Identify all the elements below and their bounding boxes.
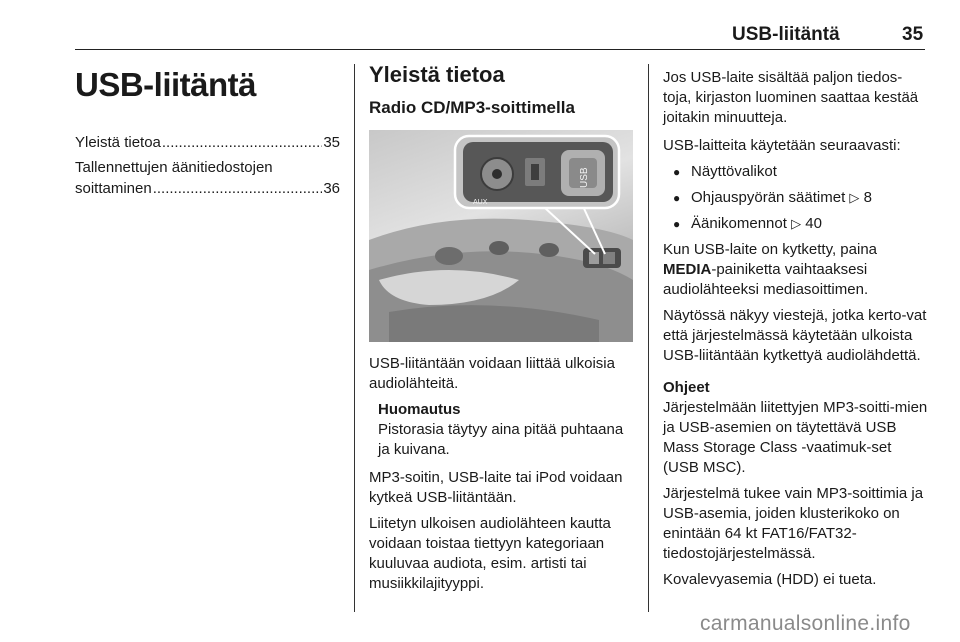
paragraph: Järjestelmään liitettyjen MP3-soitti-mien ja USB-asemien on täytettävä USB Mass Storage Class -vaatimuk-set (USB MSC). — [663, 399, 928, 476]
cross-reference-page[interactable]: 8 — [863, 189, 872, 206]
column-divider-left — [354, 64, 355, 612]
header-rule — [75, 49, 925, 50]
bullet-list — [663, 162, 928, 234]
middle-column — [369, 60, 633, 594]
table-of-contents — [75, 132, 340, 199]
paragraph: USB-laitteita käytetään seuraavasti: — [663, 137, 901, 154]
toc-item-general[interactable] — [75, 132, 340, 153]
toc-item-playing-files[interactable] — [75, 157, 340, 199]
toc-item-label-line1: Tallennettujen äänitiedostojen — [75, 159, 273, 176]
section-heading: Yleistä tietoa — [369, 62, 505, 87]
cross-reference-icon: ▷ — [849, 190, 860, 205]
page-number: 35 — [902, 24, 924, 45]
toc-item-label: soittaminen — [75, 180, 152, 197]
paragraph: Näytössä näkyy viestejä, jotka kerto-vat että järjestelmässä käytetään ulkoista USB-liitäntään kytkettyä audiolähdettä. — [663, 307, 927, 364]
instructions-heading: Ohjeet — [663, 379, 710, 396]
watermark: carmanualsonline.info — [700, 612, 911, 635]
note-text: Pistorasia täytyy aina pitää puhtaana ja kuivana. — [378, 421, 624, 458]
paragraph: Järjestelmä tukee vain MP3-soittimia ja USB-asemia, joiden klusterikoko on enintään 64 kt FAT16/FAT32-tiedostojärjestelmässä. — [663, 485, 924, 562]
cross-reference-icon: ▷ — [791, 216, 802, 231]
paragraph: Jos USB-laite sisältää paljon tiedos-toja, kirjaston luominen saattaa kestää joitakin minuutteja. — [663, 69, 919, 126]
toc-leader-dots — [153, 178, 323, 199]
section-subheading: Radio CD/MP3-soittimella — [369, 98, 575, 117]
paragraph: MP3-soitin, USB-laite tai iPod voidaan kytkeä USB-liitäntään. — [369, 469, 623, 506]
right-column — [663, 60, 928, 590]
toc-item-page: 36 — [323, 180, 340, 197]
cross-reference-page[interactable]: 40 — [805, 215, 822, 232]
left-column — [75, 60, 340, 203]
list-item: ● Ohjauspyörän säätimet ▷ 8 — [663, 188, 928, 208]
list-item: ● Näyttövalikot — [663, 162, 928, 182]
usb-label: USB — [579, 167, 590, 188]
page-header-title: USB-liitäntä — [732, 24, 840, 45]
media-button-label: MEDIA — [663, 261, 712, 278]
note-box — [369, 400, 633, 460]
aux-label: AUX — [473, 199, 488, 206]
toc-leader-dots — [162, 132, 322, 153]
chapter-title: USB-liitäntä — [75, 66, 257, 103]
usb-port-photo — [369, 130, 633, 342]
paragraph: Kun USB-laite on kytketty, paina MEDIA-painiketta vaihtaaksesi audiolähteeksi mediasoittimen. — [663, 241, 877, 298]
paragraph: Liitetyn ulkoisen audiolähteen kautta voidaan toistaa tiettyyn kategoriaan kuuluvaa audiota, esim. artisti tai musiikkilajityyppi. — [369, 515, 611, 592]
paragraph: Kovalevyasemia (HDD) ei tueta. — [663, 571, 877, 588]
column-divider-right — [648, 64, 649, 612]
toc-item-label: Yleistä tietoa — [75, 134, 161, 151]
usb-port-illustration — [369, 130, 633, 342]
note-title: Huomautus — [378, 401, 461, 418]
paragraph: USB-liitäntään voidaan liittää ulkoisia audiolähteitä. — [369, 355, 615, 392]
list-item: ● Äänikomennot ▷ 40 — [663, 214, 928, 234]
toc-item-page: 35 — [323, 134, 340, 151]
